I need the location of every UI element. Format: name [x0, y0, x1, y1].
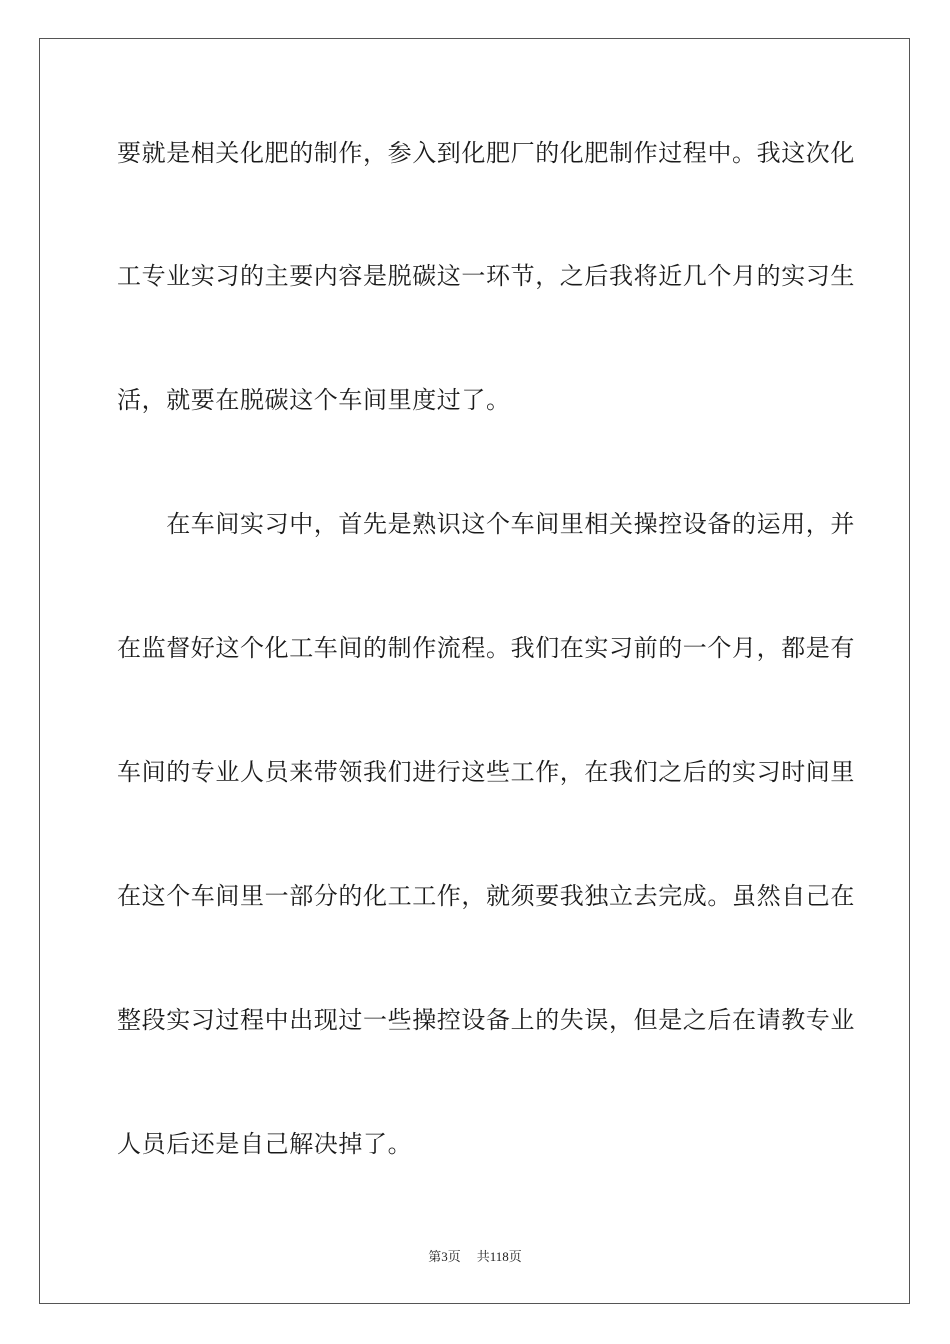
body-line-8: 整段实习过程中出现过一些操控设备上的失误，但是之后在请教专业 — [117, 1006, 855, 1034]
page-footer — [0, 1248, 950, 1266]
total-pages: 共118页 — [476, 1249, 522, 1264]
body-line-9: 人员后还是自己解决掉了。 — [117, 1130, 413, 1158]
body-line-3: 活，就要在脱碳这个车间里度过了。 — [117, 386, 511, 414]
body-line-2: 工专业实习的主要内容是脱碳这一环节，之后我将近几个月的实习生 — [117, 262, 855, 290]
body-line-6: 车间的专业人员来带领我们进行这些工作，在我们之后的实习时间里 — [117, 758, 855, 786]
body-line-4: 在车间实习中，首先是熟识这个车间里相关操控设备的运用，并 — [117, 510, 855, 538]
page-number: 第3页 — [428, 1249, 461, 1264]
body-line-5: 在监督好这个化工车间的制作流程。我们在实习前的一个月，都是有 — [117, 634, 855, 662]
body-line-1: 要就是相关化肥的制作，参入到化肥厂的化肥制作过程中。我这次化 — [117, 139, 855, 167]
page-border — [39, 38, 910, 1304]
body-line-7: 在这个车间里一部分的化工工作，就须要我独立去完成。虽然自己在 — [117, 882, 855, 910]
